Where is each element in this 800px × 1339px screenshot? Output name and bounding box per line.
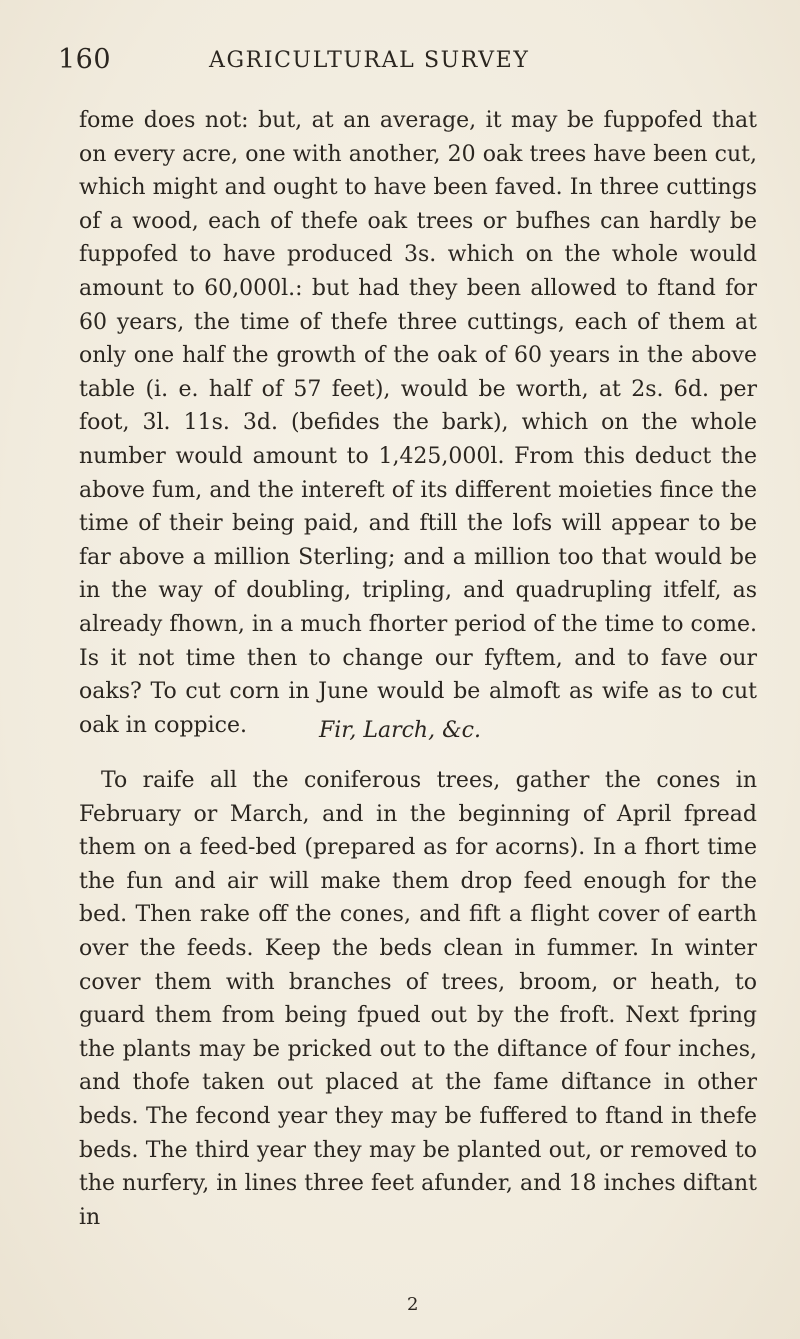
running-head [0, 44, 800, 84]
paragraph-coniferous-trees: To raife all the coniferous trees, gather the cones in February or March, and in the beginning of April fpread them on a feed-bed (prepared as for acorns). In a fhort time the fun and air will make them drop feed enough for the bed. Then rake off the cones, and fift a flight cover of earth over the feeds. Keep the beds clean in fummer. In winter cover them with branches of trees, broom, or heath, to guard them from being fpued out by the froft. Next fpring the plants may be pricked out to the diftance of four inches, and thofe taken out placed at the fame diftance in other beds. The fecond year they may be fuffered to ftand in thefe beds. The third year they may be planted out, or removed to the nurfery, in lines three feet afunder, and 18 inches diftant in [79, 768, 757, 1230]
section-heading: Fir, Larch, &c. [318, 718, 481, 743]
page-number: 160 [58, 44, 112, 75]
signature-mark: 2 [407, 1294, 419, 1315]
paragraph-oak-losses: fome does not: but, at an average, it may be fuppofed that on every acre, one with another, 20 oak trees have been cut, which might and ought to have been faved. In three cuttings of a wood, each of thefe oak trees or bufhes can hardly be fuppofed to have produced 3s. which on the whole would amount to 60,000l.: but had they been allowed to ftand for 60 years, the time of thefe three cuttings, each of them at only one half the growth of the oak of 60 years in the above table (i. e. half of 57 feet), would be worth, at 2s. 6d. per foot, 3l. 11s. 3d. (befides the bark), which on the whole number would amount to 1,425,000l. From this deduct the above fum, and the intereft of its different moieties fince the time of their being paid, and ftill the lofs will appear to be far above a million Sterling; and a million too that would be in the way of doubling, tripling, and quadrupling itfelf, as already fhown, in a much fhorter period of the time to come. Is it not time then to change our fyftem, and to fave our oaks? To cut corn in June would be almoft as wife as to cut oak in coppice. [79, 108, 757, 738]
running-title: AGRICULTURAL SURVEY [209, 48, 530, 73]
